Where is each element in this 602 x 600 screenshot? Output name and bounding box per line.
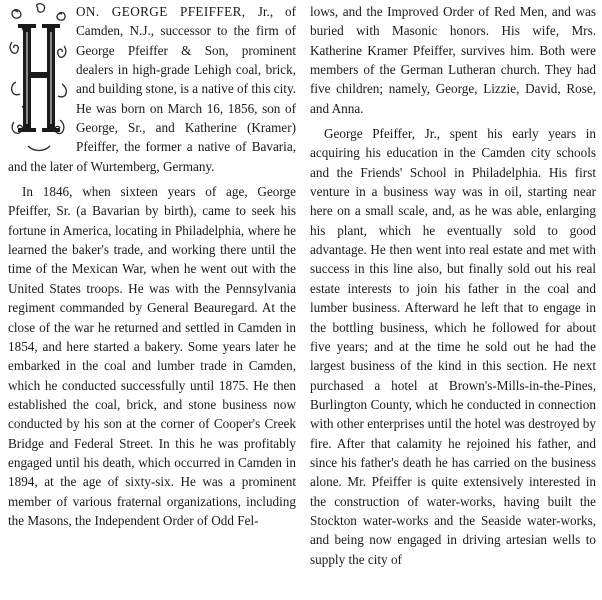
father-history-paragraph: In 1846, when sixteen years of age, George Pfeiffer, Sr. (a Bavarian by birth), came to seek his fortune in America, locating in Philadelphia, where he learned the baker's trade, and working there until the time of the Mexican War, when he went out with the United States troops. He was with the Pennsylvania regiment commanded by General Beauregard. At the close of the war he returned and settled in Camden in 1854, and here started a bakery. Some years later he embarked in the coal and lumber trade in Camden, which he conducted successfully until 1875. He then established the coal, brick, and stone business now conducted by his son at the corner of Cooper's Creek Bridge and Federal Street. In this he was profitably engaged until his death, which occurred in Camden in 1894, at the age of sixty-six. He was a prominent member of various fraternal organizations, including the Masons, the Independent Order of Odd Fel-	[8, 184, 296, 528]
drop-cap-ornament-icon	[8, 2, 70, 152]
opening-paragraph-body: Jr., of Camden, N.J., successor to the firm of George Pfeiffer & Son, prominent dealers in high-grade Lehigh coal, brick, and building stone, is a native of this city. He was born on March 16, 1856, son of George, Sr., and Katherine (Kramer) Pfeiffer, the former a native of Bavaria, and the later of Wurtemberg, Germany.	[8, 4, 297, 174]
left-column	[8, 2, 296, 530]
continued-paragraph: lows, and the Improved Order of Red Men, and was buried with Masonic honors. His wife, Mrs. Katherine Kramer Pfeiffer, survives him. Both were members of the German Lutheran church. They had five children; namely, George, Lizzie, David, Rose, and Anna.	[310, 4, 596, 116]
subject-name-heading: ON. GEORGE PFEIFFER,	[76, 4, 258, 19]
ornamental-drop-cap-h	[8, 2, 70, 152]
right-column	[310, 2, 596, 569]
career-paragraph: George Pfeiffer, Jr., spent his early years in acquiring his education in the Camden city schools and the Friends' School in Philadelphia. His first venture in a business way was in oil, starting near here on a small scale, and, as he was able, enlarging his plant, which he eventually sold to good advantage. He then went into real estate and met with success in this line also, but finally sold out his real estate interests to join his father in the coal and lumber business. Afterward he left that to engage in the bottling business, which he followed for about five years; and at the time he sold out he had the largest business of the kind in this section. He next purchased a hotel at Brown's-Mills-in-the-Pines, Burlington County, which he conducted in connection with other enterprises until the hotel was destroyed by fire. After that calamity he rejoined his father, and since his father's death he has carried on the business alone. Mr. Pfeiffer is quite extensively interested in the construction of water-works, having built the Stockton water-works and the Seaside water-works, and being now engaged in driving artesian wells to supply the city of	[310, 126, 596, 567]
opening-paragraph	[8, 2, 296, 176]
